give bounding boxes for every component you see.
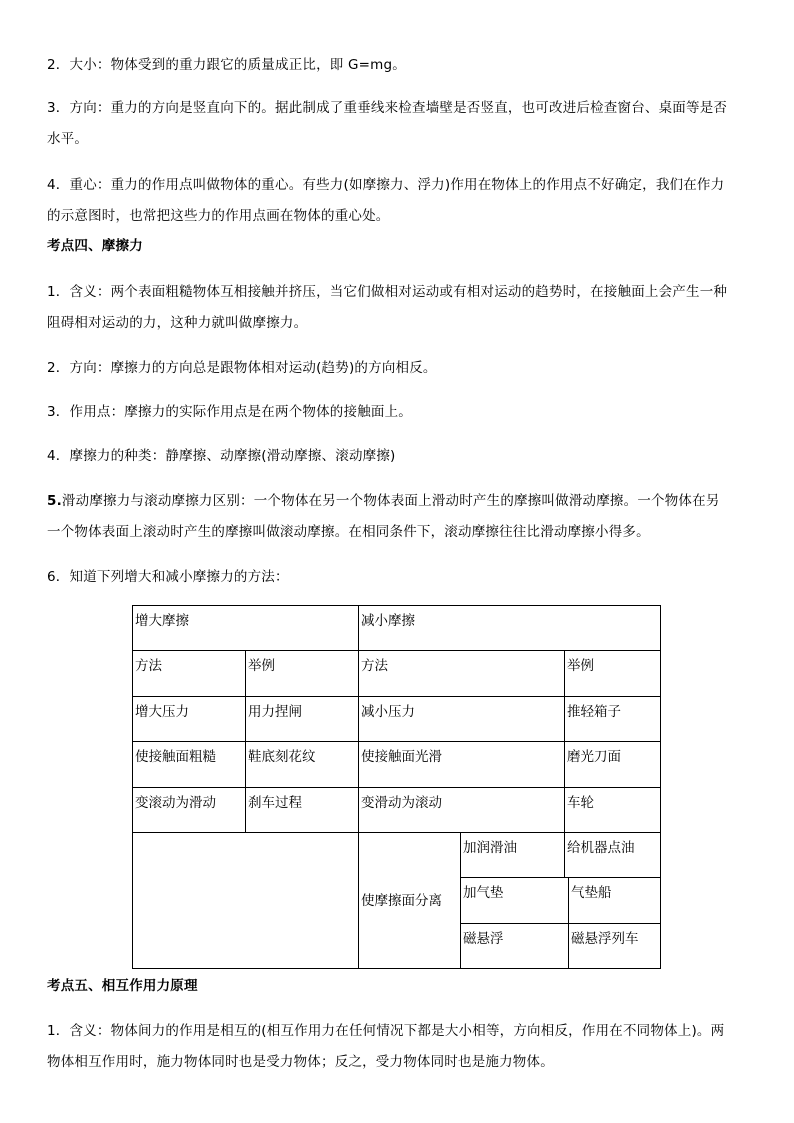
paragraph-gravity-direction-line1: 3．方向：重力的方向是竖直向下的。据此制成了重垂线来检查墙壁是否竖直，也可改进后检查窗台、桌面等是否 (47, 100, 728, 116)
table-cell: 减小压力 (359, 696, 565, 741)
table-cell: 磨光刀面 (565, 742, 661, 787)
empty-cell (133, 832, 359, 968)
column-header-example: 举例 (565, 651, 661, 696)
table-cell: 变滚动为滑动 (133, 787, 246, 832)
table-cell: 磁悬浮 (461, 923, 569, 968)
table-row (133, 742, 661, 787)
header-increase-friction: 增大摩擦 (133, 606, 359, 651)
paragraph-friction-direction: 2．方向：摩擦力的方向总是跟物体相对运动(趋势)的方向相反。 (47, 360, 437, 376)
table-row (133, 606, 661, 651)
table-cell: 给机器点油 (565, 832, 661, 877)
paragraph-gravity-magnitude: 2．大小：物体受到的重力跟它的质量成正比，即 G=mg。 (47, 57, 406, 73)
table-cell: 气垫船 (569, 878, 661, 923)
section-heading-friction: 考点四、摩擦力 (47, 238, 143, 254)
friction-methods-table (132, 605, 661, 969)
paragraph-number: 5. (47, 493, 62, 509)
section-heading-interaction: 考点五、相互作用力原理 (47, 978, 198, 994)
paragraph-sliding-rolling-line1 (47, 486, 747, 516)
column-header-method: 方法 (359, 651, 565, 696)
table-cell: 变滑动为滚动 (359, 787, 565, 832)
table-cell: 使接触面光滑 (359, 742, 565, 787)
paragraph-friction-definition-line1: 1．含义：两个表面粗糙物体互相接触并挤压，当它们做相对运动或有相对运动的趋势时，在接触面上会产生一种 (47, 284, 728, 300)
table-row (133, 651, 661, 696)
table-cell: 鞋底刻花纹 (246, 742, 359, 787)
paragraph-friction-point: 3．作用点：摩擦力的实际作用点是在两个物体的接触面上。 (47, 404, 412, 420)
table-cell: 推轻箱子 (565, 696, 661, 741)
paragraph-friction-definition-line2: 阻碍相对运动的力，这种力就叫做摩擦力。 (47, 315, 308, 331)
paragraph-text: 滑动摩擦力与滚动摩擦力区别：一个物体在另一个物体表面上滑动时产生的摩擦叫做滑动摩擦。一个物体在另 (61, 493, 720, 509)
column-header-method: 方法 (133, 651, 246, 696)
table-row (133, 787, 661, 832)
table-cell: 增大压力 (133, 696, 246, 741)
table-cell: 磁悬浮列车 (569, 923, 661, 968)
table-cell: 加气垫 (461, 878, 569, 923)
table-cell: 车轮 (565, 787, 661, 832)
paragraph-interaction-line1: 1．含义：物体间力的作用是相互的(相互作用力在任何情况下都是大小相等，方向相反，作用在不同物体上)。两 (47, 1023, 725, 1039)
table-cell: 用力捏闸 (246, 696, 359, 741)
table-cell: 使接触面粗糙 (133, 742, 246, 787)
table-cell-separate-surfaces: 使摩擦面分离 (359, 832, 461, 968)
table-row (133, 696, 661, 741)
paragraph-methods-intro: 6．知道下列增大和减小摩擦力的方法： (47, 569, 289, 585)
table-cell: 刹车过程 (246, 787, 359, 832)
paragraph-sliding-rolling-line2: 一个物体表面上滚动时产生的摩擦叫做滚动摩擦。在相同条件下，滚动摩擦往往比滑动摩擦小得多。 (47, 524, 650, 540)
table-cell: 加润滑油 (461, 832, 565, 877)
column-header-example: 举例 (246, 651, 359, 696)
paragraph-friction-types: 4．摩擦力的种类：静摩擦、动摩擦(滑动摩擦、滚动摩擦) (47, 448, 396, 464)
header-decrease-friction: 减小摩擦 (359, 606, 661, 651)
paragraph-center-of-gravity-line1: 4．重心：重力的作用点叫做物体的重心。有些力(如摩擦力、浮力)作用在物体上的作用点不好确定，我们在作力 (47, 177, 725, 193)
paragraph-gravity-direction-line2: 水平。 (47, 131, 89, 147)
table-row (133, 832, 661, 877)
paragraph-interaction-line2: 物体相互作用时，施力物体同时也是受力物体；反之，受力物体同时也是施力物体。 (47, 1054, 554, 1070)
paragraph-center-of-gravity-line2: 的示意图时，也常把这些力的作用点画在物体的重心处。 (47, 208, 390, 224)
